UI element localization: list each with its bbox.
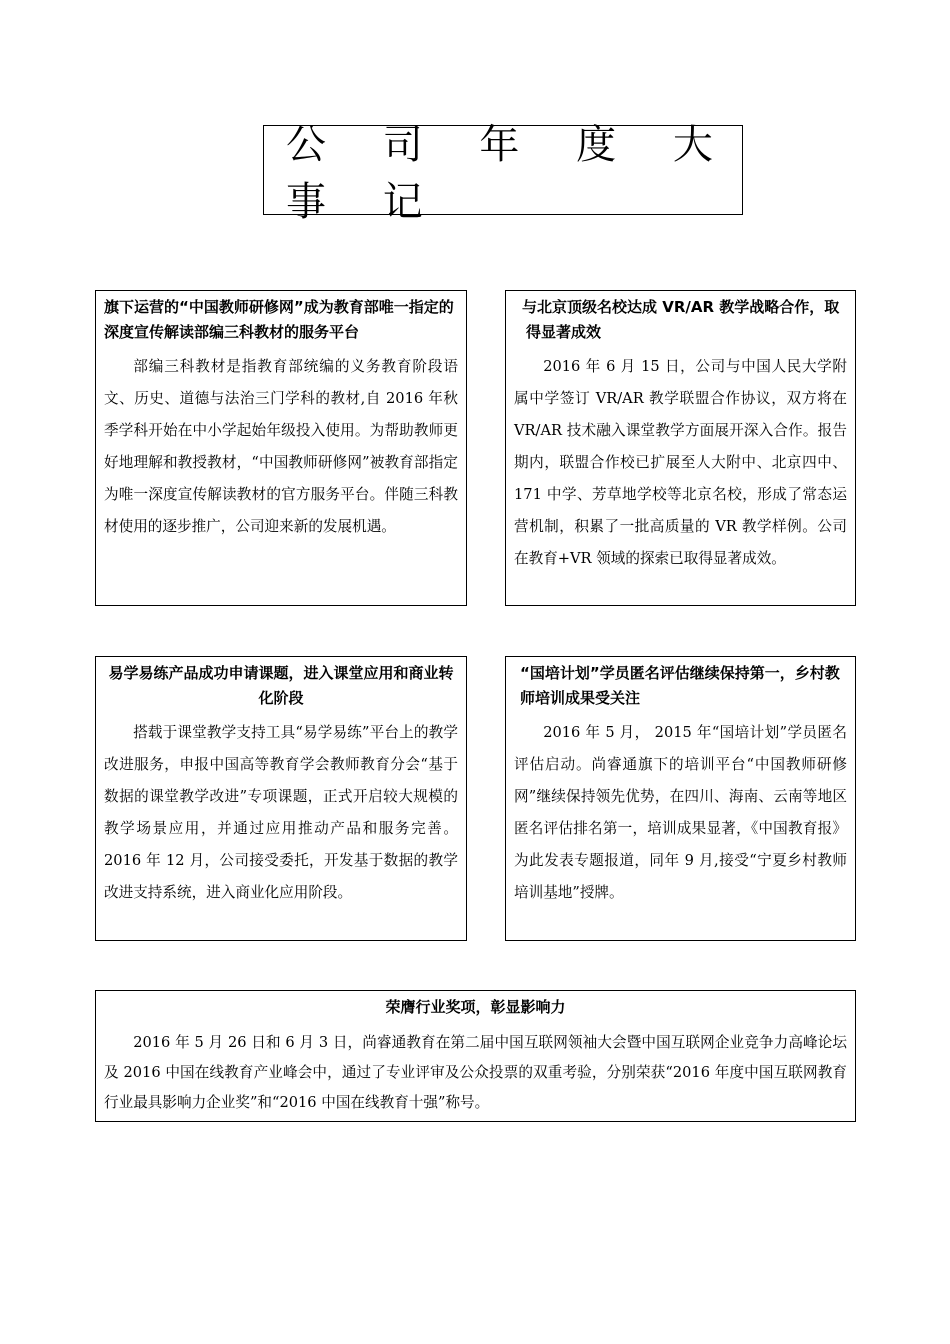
page-title: 公 司 年 度 大 事 记 <box>286 122 735 225</box>
event-heading: 旗下运营的“中国教师研修网”成为教育部唯一指定的深度宣传解读部编三科教材的服务平台 <box>104 298 454 341</box>
event-heading: “国培计划”学员匿名评估继续保持第一，乡村教师培训成果受关注 <box>520 664 840 707</box>
event-body: 部编三科教材是指教育部统编的义务教育阶段语文、历史、道德与法治三门学科的教材,自 2016 年秋季学科开始在中小学起始年级投入使用。为帮助教师更好地理解和教授教材，“中国教师研修网”被教育部指定为唯一深度宣传解读教材的官方服务平台。伴随三科教材使用的逐步推广，公司迎来新的发展机遇。 <box>104 358 458 535</box>
event-card-vr-ar <box>505 290 856 606</box>
event-body: 2016 年 5 月， 2015 年“国培计划”学员匿名评估启动。尚睿通旗下的培训平台“中国教师研修网”继续保持领先优势，在四川、海南、云南等地区匿名评估排名第一，培训成果显著，《中国教育报》 为此发表专题报道，同年 9 月,接受“宁夏乡村教师培训基地”授牌。 <box>514 724 847 901</box>
event-body: 2016 年 6 月 15 日，公司与中国人民大学附属中学签订 VR/AR 教学联盟合作协议，双方将在 VR/AR 技术融入课堂教学方面展开深入合作。报告期内，联盟合作校已扩展至人大附中、北京四中、171 中学、芳草地学校等北京名校，形成了常态运营机制，积累了一批高质量的 VR 教学样例。公司在教育+VR 领域的探索已取得显著成效。 <box>514 358 847 567</box>
event-body: 搭载于课堂教学支持工具“易学易练”平台上的教学改进服务，申报中国高等教育学会教师教育分会“基于数据的课堂教学改进”专项课题，正式开启较大规模的教学场景应用，并通过应用推动产品和服务完善。2016 年 12 月，公司接受委托，开发基于数据的教学改进支持系统，进入商业化应用阶段。 <box>104 724 458 901</box>
event-card-awards <box>95 990 856 1122</box>
event-card-teacher-platform <box>95 290 467 606</box>
event-heading: 易学易练产品成功申请课题，进入课堂应用和商业转化阶段 <box>108 664 454 707</box>
event-heading: 与北京顶级名校达成 VR/AR 教学战略合作，取得显著成效 <box>522 298 840 341</box>
event-card-yixue-yilian <box>95 656 467 941</box>
page-title-box <box>263 122 743 225</box>
event-heading: 荣膺行业奖项，彰显影响力 <box>385 998 566 1016</box>
event-card-guopei <box>505 656 856 941</box>
event-body: 2016 年 5 月 26 日和 6 月 3 日，尚睿通教育在第二届中国互联网领袖大会暨中国互联网企业竞争力高峰论坛及 2016 中国在线教育产业峰会中，通过了专业评审及公众投票的双重考验，分别荣获“2016 年度中国互联网教育行业最具影响力企业奖”和“2016 中国在线教育十强”称号。 <box>104 1034 847 1111</box>
